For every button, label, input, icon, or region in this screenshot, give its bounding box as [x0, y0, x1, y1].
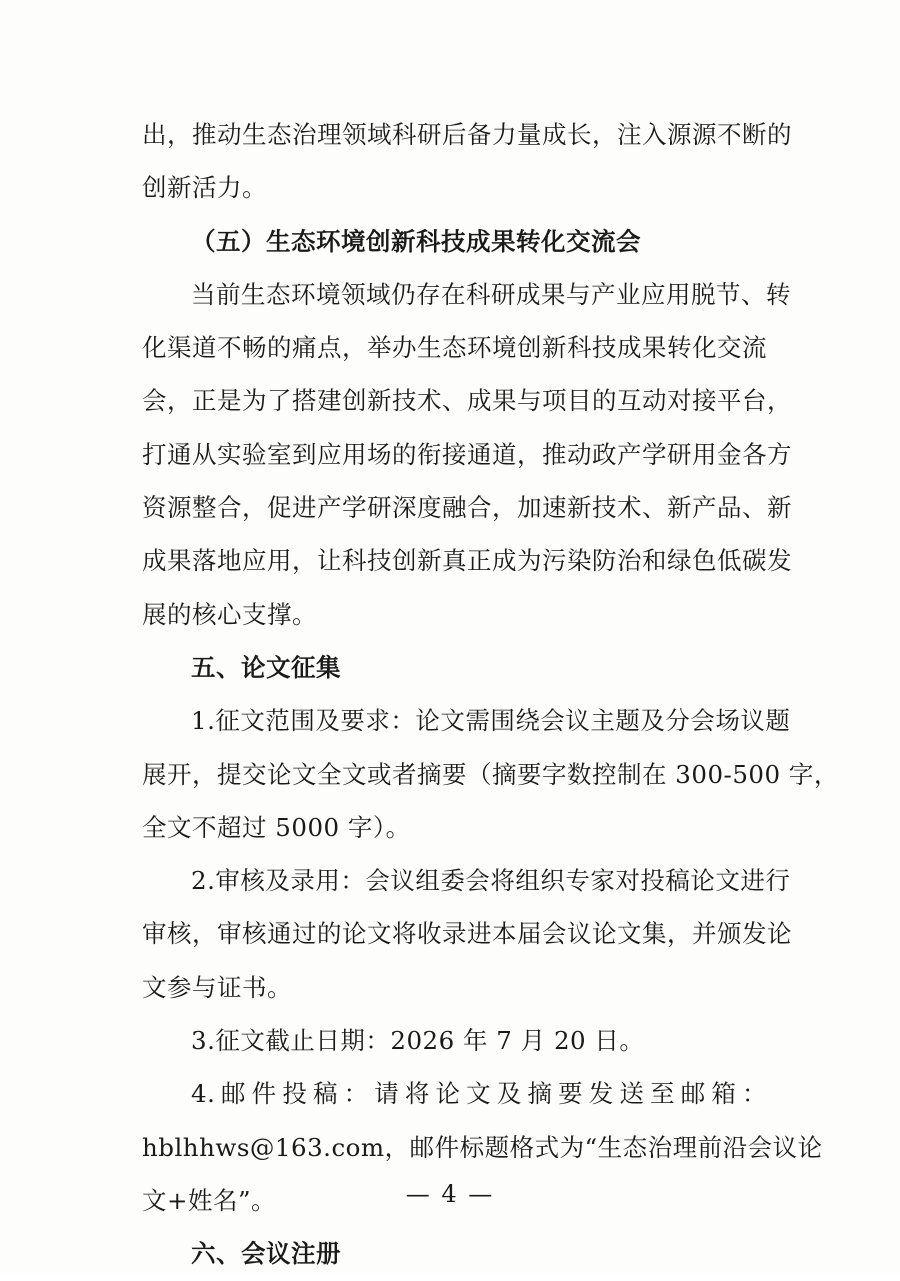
paragraph-line: 会，正是为了搭建创新技术、成果与项目的互动对接平台， [142, 386, 792, 416]
paragraph-line: 文参与证书。 [142, 972, 292, 1002]
paragraph-line: 当前生态环境领域仍存在科研成果与产业应用脱节、转 [191, 279, 791, 309]
paragraph-line: hblhhws@163.com，邮件标题格式为“生态治理前沿会议论 [142, 1132, 823, 1162]
paragraph-line: 打通从实验室到应用场的衔接通道，推动政产学研用金各方 [142, 439, 792, 469]
paragraph-line: 创新活力。 [142, 173, 267, 203]
paragraph-line: 展开，提交论文全文或者摘要（摘要字数控制在 300-500 字， [142, 759, 839, 789]
section-heading: 六、会议注册 [191, 1239, 341, 1269]
paragraph-line: 审核，审核通过的论文将收录进本届会议论文集，并颁发论 [142, 919, 792, 949]
paragraph-line: 全文不超过 5000 字）。 [142, 812, 411, 842]
body-text [142, 108, 839, 1281]
section-heading: 五、论文征集 [191, 652, 341, 682]
page-number: — 4 — [405, 1180, 495, 1208]
paragraph-line: 文+姓名”。 [142, 1185, 277, 1215]
paragraph-line: 3.征文截止日期：2026 年 7 月 20 日。 [191, 1026, 645, 1056]
paragraph-line: 出，推动生态治理领域科研后备力量成长，注入源源不断的 [142, 120, 792, 149]
paragraph-line: 展的核心支撑。 [142, 599, 317, 629]
paragraph-line: 成果落地应用，让科技创新真正成为污染防治和绿色低碳发 [142, 546, 792, 576]
paragraph-line: 化渠道不畅的痛点，举办生态环境创新科技成果转化交流 [142, 333, 767, 363]
paragraph-line: 1.征文范围及要求：论文需围绕会议主题及分会场议题 [191, 706, 791, 736]
paragraph-line: 4.邮件投稿：请将论文及摘要发送至邮箱： [191, 1079, 767, 1109]
section-heading: （五）生态环境创新科技成果转化交流会 [191, 226, 641, 256]
paragraph-line: 资源整合，促进产学研深度融合，加速新技术、新产品、新 [142, 493, 792, 523]
paragraph-line: 2.审核及录用：会议组委会将组织专家对投稿论文进行 [191, 866, 791, 896]
